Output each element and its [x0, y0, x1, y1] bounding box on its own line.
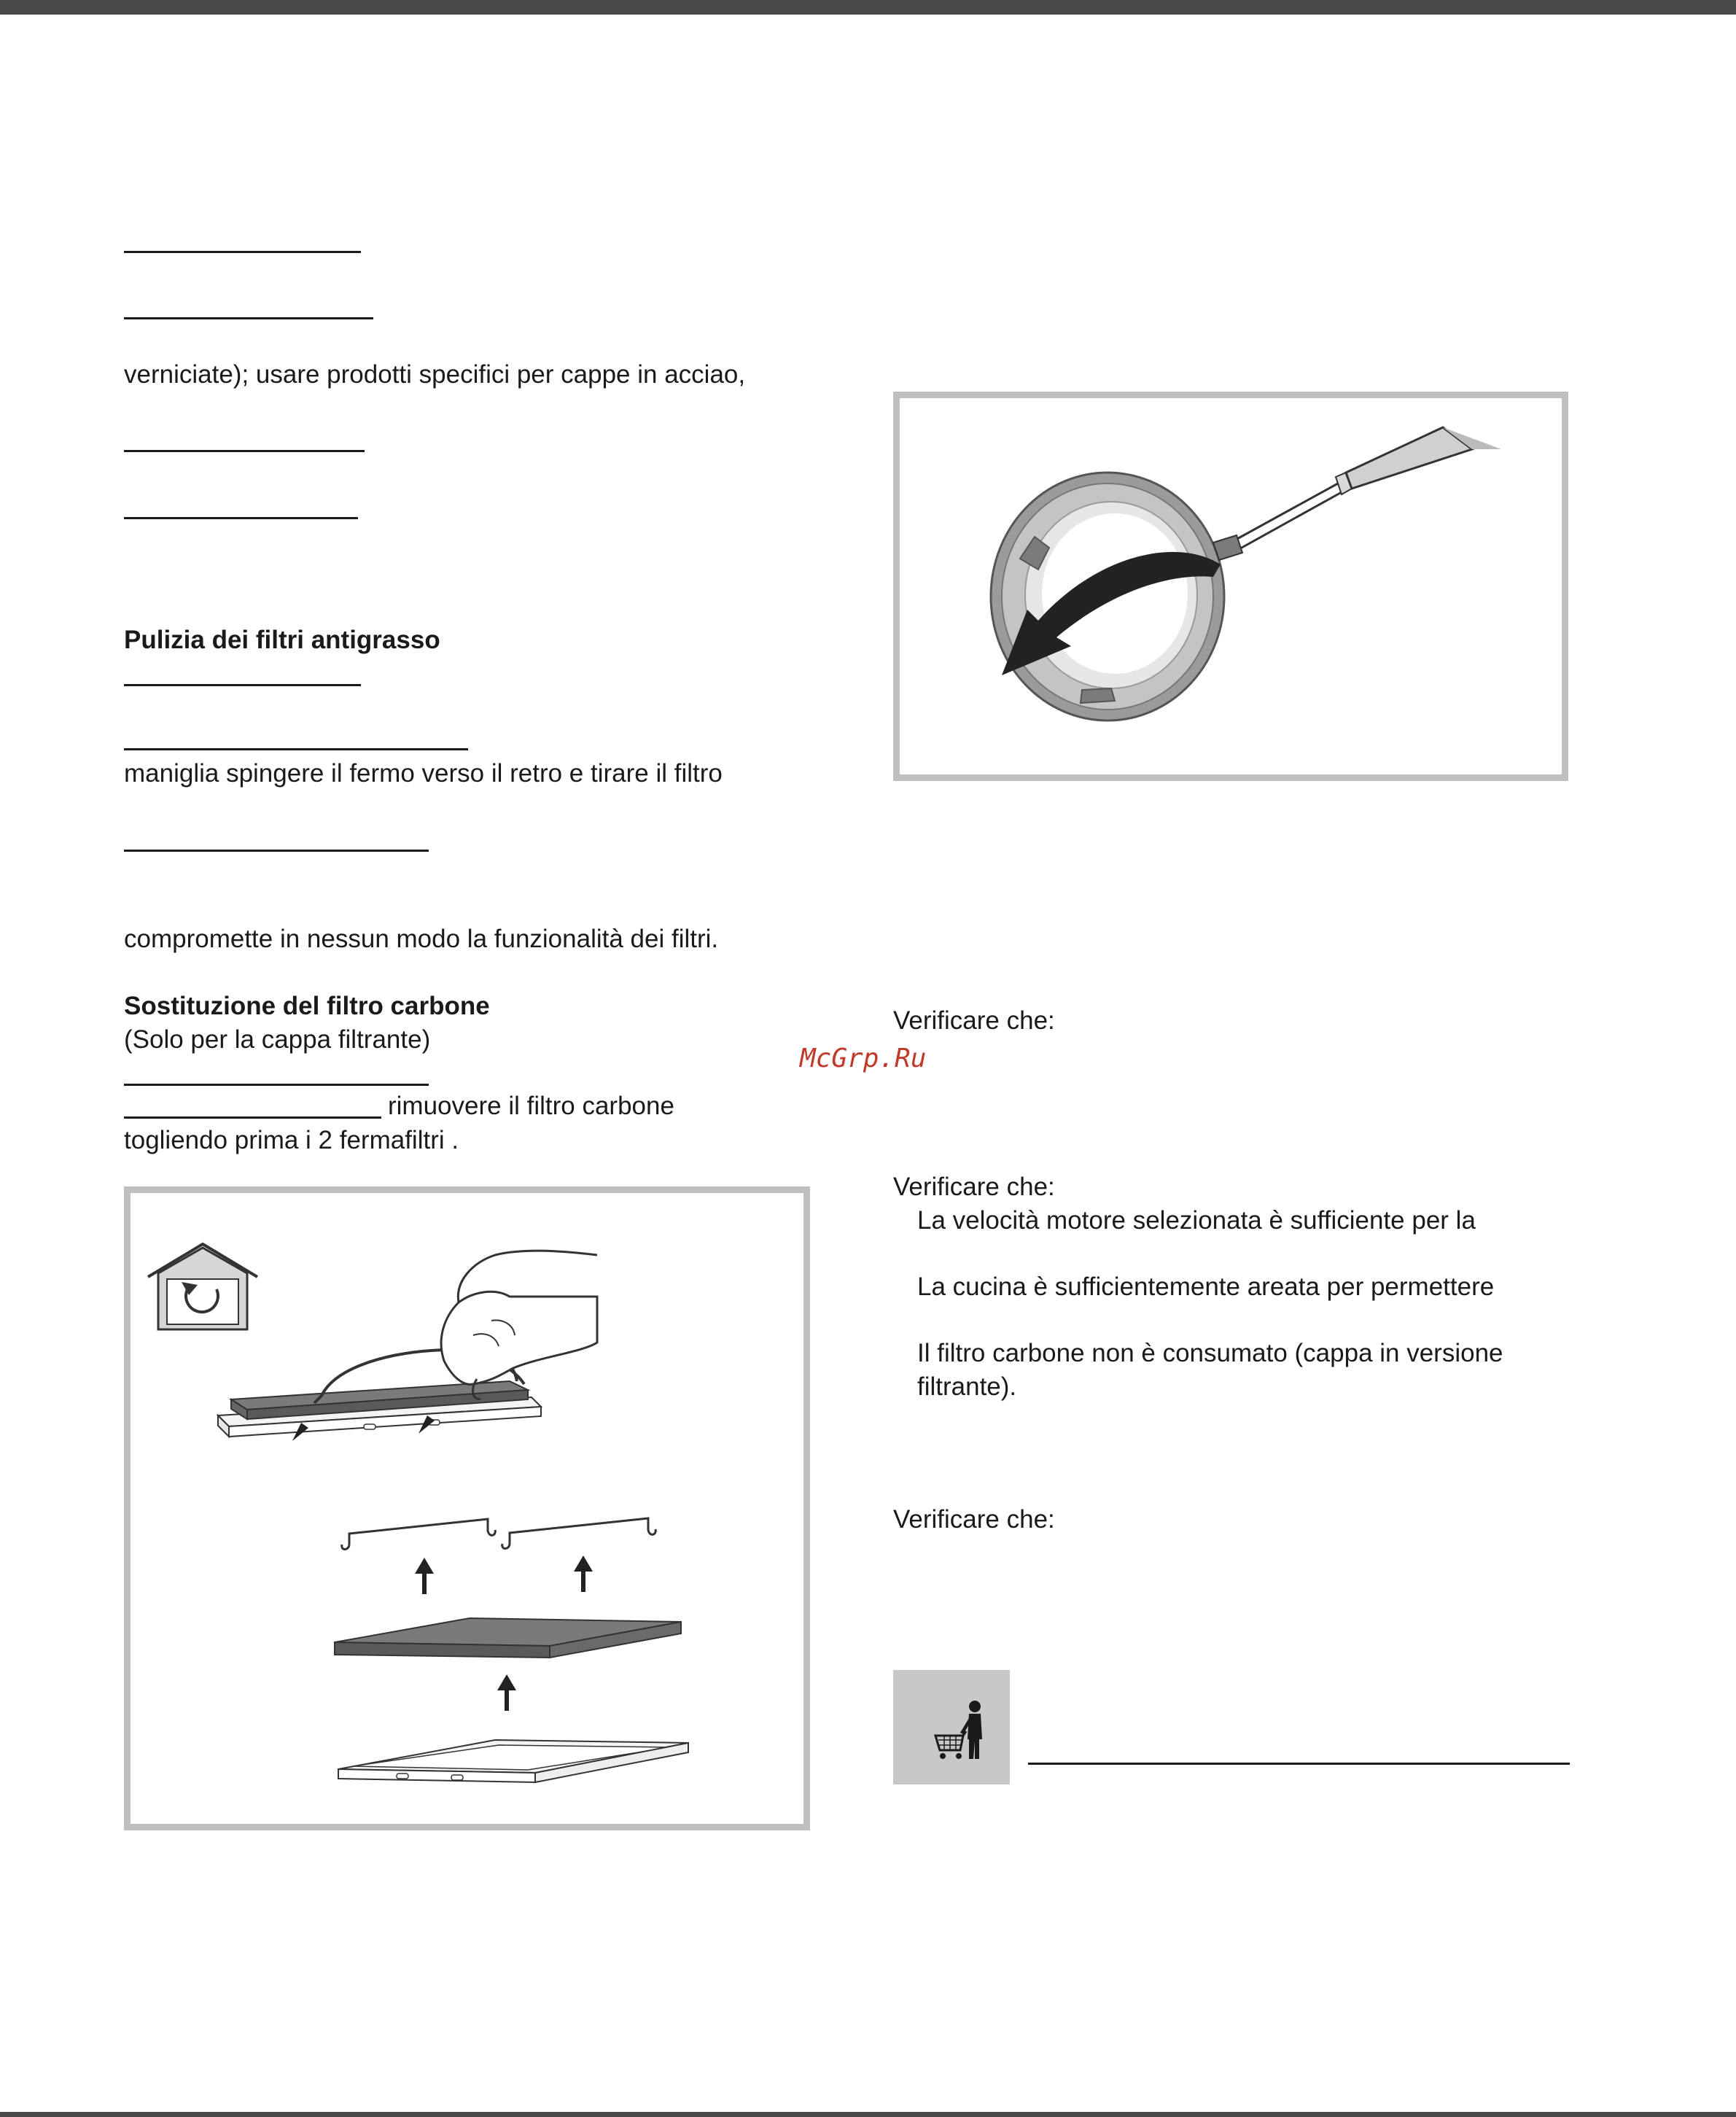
- lamp-removal-figure: [893, 392, 1568, 781]
- redacted-line: [124, 850, 429, 852]
- bottom-bar: [0, 2112, 1736, 2117]
- carbon-filter-figure: [124, 1186, 810, 1830]
- bullet-motor-speed: La velocità motore selezionata è sufficiente per la: [917, 1206, 1476, 1235]
- heading-grease-filters: Pulizia dei filtri antigrasso: [124, 626, 440, 654]
- text-compromise: compromette in nessun modo la funzionalità dei filtri.: [124, 925, 719, 953]
- text-remove-filter: rimuovere il filtro carbone: [388, 1092, 674, 1120]
- text-verify-1: Verificare che:: [893, 1006, 1055, 1035]
- redacted-line: [1028, 1763, 1570, 1765]
- text-verify-2: Verificare che:: [893, 1173, 1055, 1201]
- text-handle: maniglia spingere il fermo verso il retro e tirare il filtro: [124, 759, 723, 788]
- bullet-kitchen-aerated: La cucina è sufficientemente areata per permettere: [917, 1273, 1495, 1301]
- top-bar: [0, 0, 1736, 15]
- recirculation-house-icon: [148, 1244, 257, 1329]
- redacted-line: [124, 317, 373, 319]
- redacted-line: [124, 1116, 381, 1119]
- redacted-line: [124, 684, 361, 686]
- redacted-line: [124, 517, 358, 519]
- service-icon-box: [893, 1670, 1010, 1784]
- redacted-line: [124, 748, 468, 750]
- carbon-filter-illustration: [131, 1193, 803, 1824]
- heading-carbon-filter: Sostituzione del filtro carbone: [124, 992, 490, 1020]
- text-steel-cleaning: verniciate); usare prodotti specifici per cappe in acciao,: [124, 360, 746, 389]
- redacted-line: [124, 251, 361, 253]
- text-verify-3: Verificare che:: [893, 1505, 1055, 1534]
- shopping-cart-icon: [893, 1670, 1010, 1784]
- bullet-carbon-filter-1: Il filtro carbone non è consumato (cappa in versione: [917, 1339, 1503, 1367]
- bullet-carbon-filter-2: filtrante).: [917, 1372, 1017, 1401]
- text-clips: togliendo prima i 2 fermafiltri .: [124, 1126, 459, 1154]
- redacted-line: [124, 1084, 429, 1086]
- redacted-line: [124, 450, 365, 452]
- text-carbon-subtitle: (Solo per la cappa filtrante): [124, 1025, 431, 1054]
- watermark: McGrp.Ru: [800, 1044, 927, 1073]
- lamp-removal-illustration: [900, 398, 1562, 774]
